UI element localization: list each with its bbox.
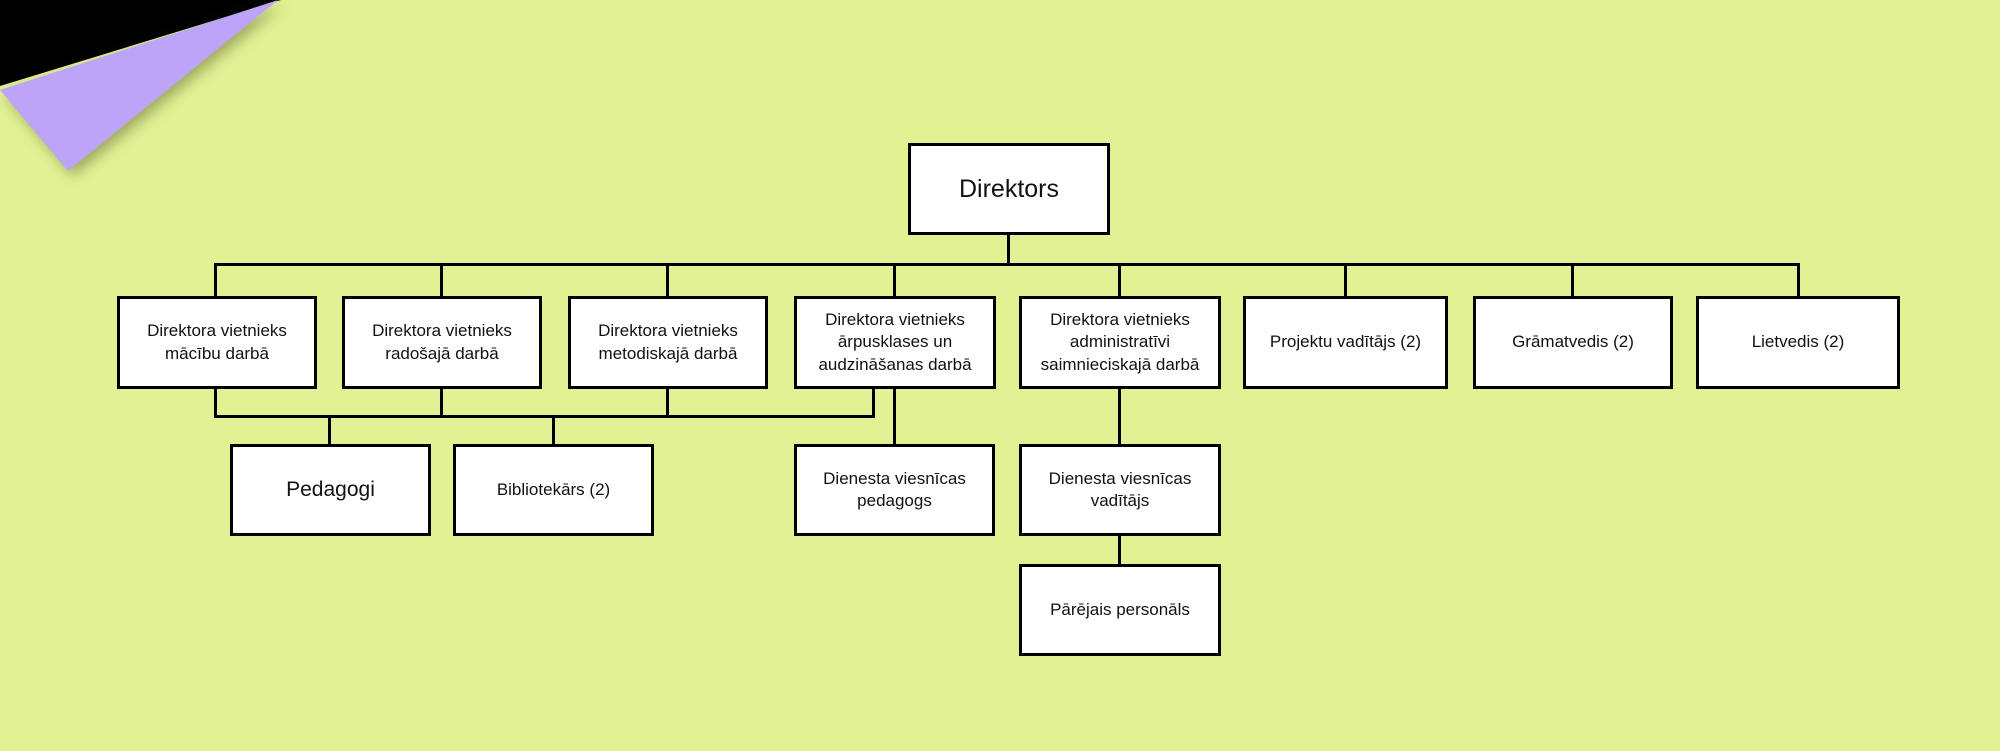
org-node-viet-arpusklases-label: Direktora vietnieks ārpusklases un audzināšanas darbā [818,310,972,374]
org-node-dv-vaditajs [1019,444,1221,536]
org-node-direktors-label: Direktors [958,174,1059,203]
connector-drop-viet-metodiskaja [666,263,669,296]
org-node-dv-vaditajs-label: Dienesta viesnīcas vadītājs [1048,468,1192,510]
org-node-gramatvedis [1473,296,1673,389]
connector-up-viet-arpusklases [872,389,875,418]
org-node-viet-macibu-label: Direktora vietnieks mācību darbā [147,321,287,363]
connector-drop-lietvedis [1797,263,1800,296]
connector-up-viet-macibu [214,389,217,418]
org-node-viet-macibu [117,296,317,389]
connector-drop-viet-radosaja [440,263,443,296]
org-node-dv-pedagogs-label: Dienesta viesnīcas pedagogs [823,468,966,510]
org-node-lietvedis [1696,296,1900,389]
org-node-parejais-personals [1019,564,1221,656]
connector-drop-viet-administrativi [1118,263,1121,296]
connector-drop-parejais-personals [1118,536,1121,564]
connector-drop-dv-vaditajs [1118,389,1121,444]
connector-up-viet-metodiskaja [666,389,669,418]
org-node-projektu-vaditajs-label: Projektu vadītājs (2) [1269,332,1422,352]
connector-drop-bibliotekars [552,415,555,444]
org-node-viet-metodiskaja [568,296,768,389]
org-node-direktors [908,143,1110,235]
org-node-viet-metodiskaja-label: Direktora vietnieks metodiskajā darbā [598,321,738,363]
org-node-dv-pedagogs [794,444,995,536]
connector-drop-projektu-vaditajs [1344,263,1347,296]
connector-drop-viet-macibu [214,263,217,296]
connector-drop-pedagogi [328,415,331,444]
org-node-viet-administrativi [1019,296,1221,389]
org-node-parejais-personals-label: Pārējais personāls [1050,599,1190,619]
connector-root-stem [1007,235,1010,266]
org-node-viet-administrativi-label: Direktora vietnieks administratīvi saimnieciskajā darbā [1040,310,1200,374]
connector-up-viet-radosaja [440,389,443,418]
connector-bus-level3 [214,415,875,418]
org-node-viet-radosaja [342,296,542,389]
connector-drop-viet-arpusklases [893,263,896,296]
org-node-bibliotekars [453,444,654,536]
org-node-viet-radosaja-label: Direktora vietnieks radošajā darbā [372,321,512,363]
corner-purple-triangle [0,0,320,220]
org-node-lietvedis-label: Lietvedis (2) [1751,332,1845,352]
connector-drop-dv-pedagogs [893,389,896,444]
connector-drop-gramatvedis [1571,263,1574,296]
org-node-viet-arpusklases [794,296,996,389]
org-node-pedagogi [230,444,431,536]
corner-fold-shadow [0,0,320,220]
org-node-gramatvedis-label: Grāmatvedis (2) [1512,332,1634,352]
org-node-projektu-vaditajs [1243,296,1448,389]
org-node-bibliotekars-label: Bibliotekārs (2) [496,479,611,499]
org-node-pedagogi-label: Pedagogi [286,478,375,502]
connector-bus-level2 [215,263,1800,266]
